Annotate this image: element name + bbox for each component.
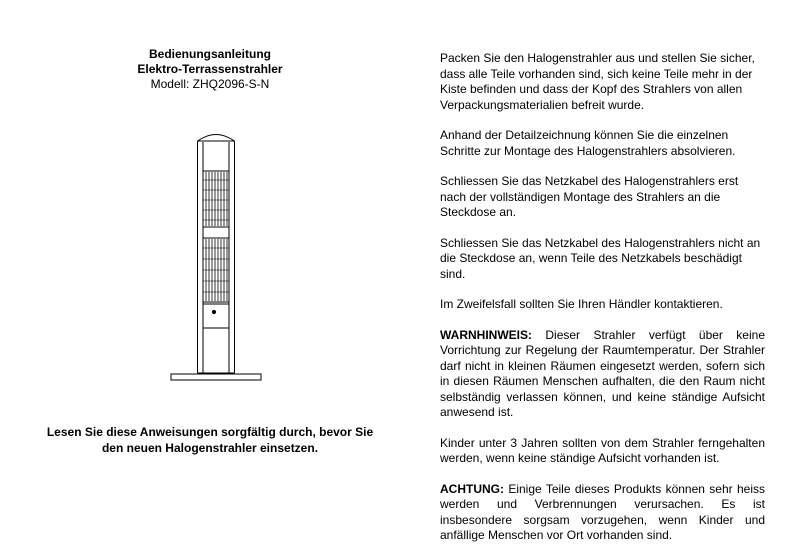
note-line-2: den neuen Halogenstrahler einsetzen. [101,441,319,455]
read-instructions-note [20,424,400,456]
note-line-1: Lesen Sie diese Anweisungen sorgfältig durch, bevor Sie [46,425,374,439]
warning-label: WARNHINWEIS: [440,327,532,342]
warning-text: Dieser Strahler verfügt über keine Vorrichtung zur Regelung der Raumtemperatur. Der Strahler darf nicht in kleinen Räumen eingesetzt werden, sofern sich in diesen Räumen Menschen aufhalten, die den Raum nicht selbständig verlassen können, und keine ständige Aufsicht anwesend ist. [440,327,765,419]
manual-header [60,47,360,92]
left-column [0,0,404,545]
model-number: Modell: ZHQ2096-S-N [150,77,270,91]
caution-paragraph [440,482,765,544]
assembly-paragraph: Anhand der Detailzeichnung können Sie die einzelnen Schritte zur Montage des Halogenstrahlers absolvieren. [440,128,736,158]
caution-text: Einige Teile dieses Produkts können sehr heiss werden und Verbrennungen verursachen. Es ist insbesondere sorgsam vorzugehen, wenn Kinder und anfällige Menschen vor Ort vorhanden sind. [440,481,765,542]
damaged-cable-paragraph: Schliessen Sie das Netzkabel des Halogenstrahlers nicht an die Steckdose an, wenn Teile des Netzkabels beschädigt sind. [440,235,761,281]
manual-title: Bedienungsanleitung [148,47,271,61]
instructions-column [440,51,765,559]
contact-dealer-paragraph: Im Zweifelsfall sollten Sie Ihren Händler kontaktieren. [440,297,723,311]
warning-paragraph [440,328,765,421]
product-name: Elektro-Terrassenstrahler [137,62,283,76]
tower-heater-drawing [170,128,262,390]
power-connection-paragraph: Schliessen Sie das Netzkabel des Halogenstrahlers erst nach der vollständigen Montage des Strahlers an die Steckdose an. [440,174,739,219]
children-paragraph: Kinder unter 3 Jahren sollten von dem Strahler ferngehalten werden, wenn keine ständige Aufsicht vorhanden ist. [440,435,765,465]
caution-label: ACHTUNG: [440,481,504,496]
unpacking-paragraph: Packen Sie den Halogenstrahler aus und stellen Sie sicher, dass alle Teile vorhanden sind, sich keine Teile mehr in der Kiste befinden und dass der Kopf des Strahlers von allen Verpackungsmaterialien befreit wurde. [440,51,755,112]
